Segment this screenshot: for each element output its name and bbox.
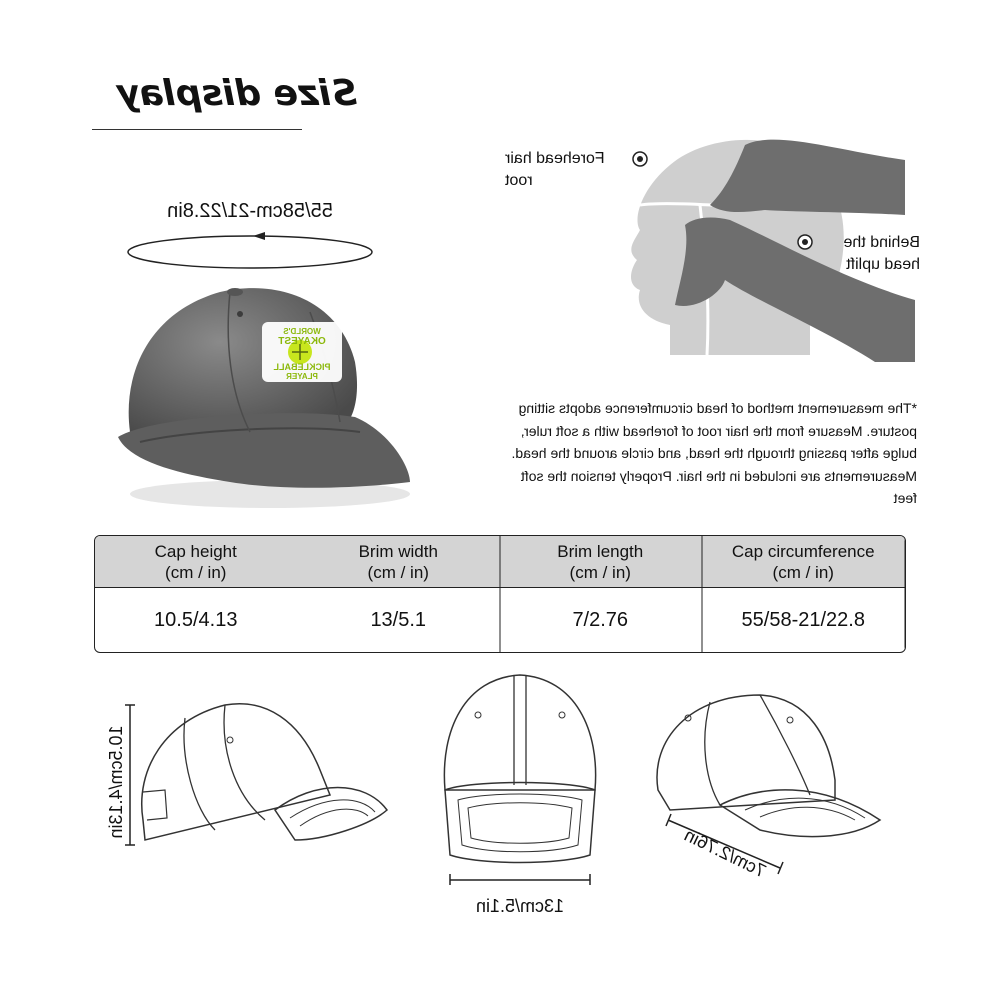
cap-print-line2: OKAYEST: [278, 336, 326, 347]
cap-print-line4: PLAYER: [286, 372, 318, 381]
cap-photo: [110, 282, 420, 522]
header-unit: (cm / in): [367, 562, 429, 582]
value-brim-width: 13/5.1: [298, 588, 501, 652]
header-unit: (cm / in): [165, 562, 227, 582]
header-brim-length: [500, 536, 703, 588]
header-unit: (cm / in): [570, 562, 632, 582]
title-underline: [92, 129, 302, 130]
value-cap-circumference: 55/58-21/22.8: [703, 588, 906, 652]
cap-print-line3: PICKLEBALL: [273, 362, 331, 372]
header-brim-width: [298, 536, 501, 588]
cap-front-view-drawing: [440, 670, 600, 885]
page-title: Size display: [116, 73, 358, 114]
behind-head-uplift-label: Behind the head uplift: [843, 234, 920, 273]
circumference-label: 55/58cm-21/22.8in: [167, 200, 333, 222]
brim-length-dimension: 7cm/2.76in: [681, 824, 770, 882]
header-unit: (cm / in): [772, 562, 834, 582]
header-cap-height: [95, 536, 298, 588]
size-table: [94, 535, 906, 653]
header-cap-circumference: [703, 536, 906, 588]
forehead-hair-root-label: Forehead hair root: [505, 150, 605, 189]
cap-print-line1: WORLD'S: [283, 327, 321, 336]
value-brim-length: 7/2.76: [500, 588, 703, 652]
measurement-note: *The measurement method of head circumference adopts sitting posture. Measure from the hair root of forehead with a soft ruler, bulge after passing through the head, and circle around the head. Measurements are included in the hair. Properly tension the soft feet: [511, 400, 917, 506]
header-name: Cap height: [155, 541, 238, 561]
header-name: Brim length: [557, 541, 644, 561]
cap-side-view-drawing: [125, 700, 395, 850]
value-cap-height: 10.5/4.13: [154, 608, 238, 631]
brim-width-dimension: 13cm/5.1in: [475, 896, 565, 916]
circumference-ellipse: [125, 232, 375, 272]
cap-height-dimension: 10.5cm/4.13in: [106, 725, 126, 839]
header-name: Cap circumference: [731, 541, 875, 561]
header-name: Brim width: [358, 541, 438, 561]
